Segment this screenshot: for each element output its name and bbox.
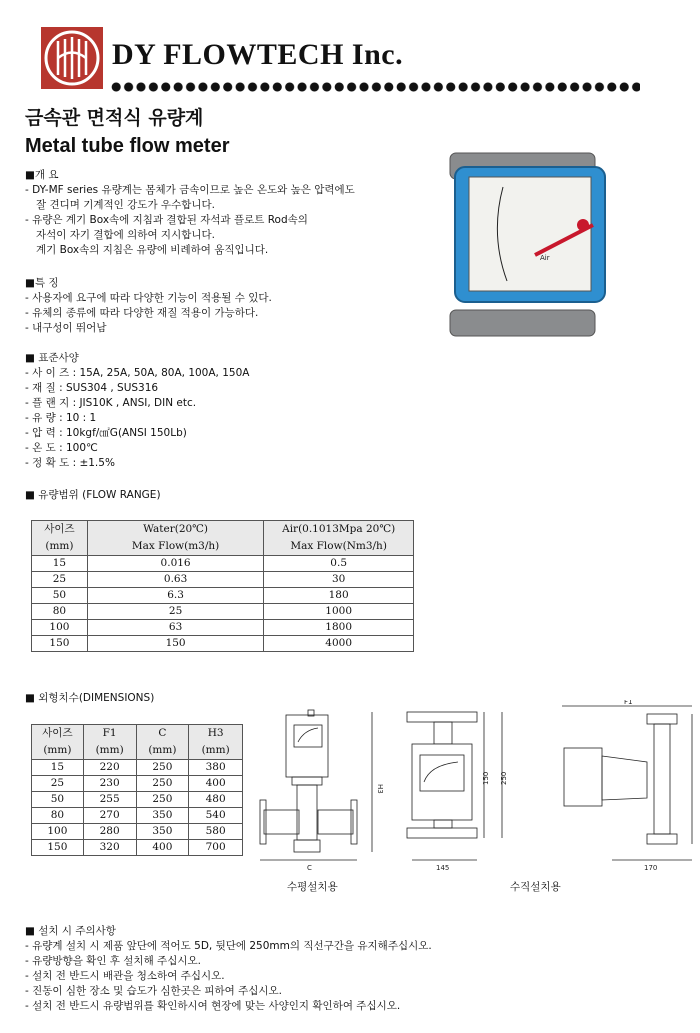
table-row: 150 320 400 700 <box>32 840 243 856</box>
column-header: C (mm) <box>136 725 189 760</box>
standard-heading: ■ 표준사양 <box>25 352 79 364</box>
vertical-install-front-drawing <box>407 712 502 860</box>
table-row: 80 25 1000 <box>32 604 414 620</box>
table-row: 15 220 250 380 <box>32 760 243 776</box>
standard-section <box>25 351 249 471</box>
table-row: 25 230 250 400 <box>32 776 243 792</box>
page-title-korean: 금속관 면적식 유량계 <box>25 107 204 129</box>
table-row: 25 0.63 30 <box>32 572 414 588</box>
dim-h3-label: H3 <box>376 784 384 794</box>
table-row: 80 270 350 540 <box>32 808 243 824</box>
install-heading: ■ 설치 시 주의사항 <box>25 925 116 937</box>
spec-line: - 온 도 : 100℃ <box>25 442 98 454</box>
features-line: - 내구성이 뛰어남 <box>25 322 107 334</box>
column-header: 사이즈 (mm) <box>32 725 84 760</box>
spec-line: - 압 력 : 10kgf/㎠G(ANSI 150Lb) <box>25 427 187 439</box>
table-row: 100 280 350 580 <box>32 824 243 840</box>
svg-text:Air: Air <box>540 254 550 262</box>
spec-line: - 유 량 : 10 : 1 <box>25 412 97 424</box>
dimensions-heading: ■ 외형치수(DIMENSIONS) <box>25 692 155 704</box>
overview-line: - DY-MF series 유량계는 몸체가 금속이므로 높은 온도와 높은 압력에도 <box>25 184 355 196</box>
features-line: - 사용자에 요구에 따라 다양한 기능이 적용될 수 있다. <box>25 292 272 304</box>
vertical-install-side-drawing <box>562 706 692 860</box>
horizontal-install-drawing <box>260 710 372 860</box>
install-line: - 유량방향을 확인 후 설치해 주십시오. <box>25 955 201 967</box>
column-header: H3 (mm) <box>189 725 243 760</box>
column-header: 사이즈 (mm) <box>32 521 88 556</box>
table-header-row <box>32 521 414 556</box>
install-line: - 설치 전 반드시 배관을 청소하여 주십시오. <box>25 970 225 982</box>
install-line: - 설치 전 반드시 유량범위를 확인하시여 현장에 맞는 사양인지 확인하여 주십시오. <box>25 1000 401 1012</box>
dimensions-table <box>31 724 243 856</box>
dim-170-label: 170 <box>644 864 658 872</box>
flow-range-heading: ■ 유량범위 (FLOW RANGE) <box>25 489 161 501</box>
dim-145-label: 145 <box>436 864 450 872</box>
column-header: Air(0.1013Mpa 20℃) Max Flow(Nm3/h) <box>264 521 414 556</box>
dim-c-label: C <box>307 864 312 872</box>
page-title-english: Metal tube flow meter <box>25 135 230 157</box>
dim-150-label: 150 <box>482 771 490 785</box>
overview-line: 자석이 자기 결합에 의하여 지시합니다. <box>36 229 215 241</box>
install-line: - 진동이 심한 장소 및 습도가 심한곳은 피하여 주십시오. <box>25 985 282 997</box>
overview-heading: ■개 요 <box>25 169 59 181</box>
flow-meter-photo <box>445 145 610 345</box>
caption-horizontal: 수평설치용 <box>287 881 338 893</box>
flow-range-table <box>31 520 414 652</box>
spec-line: - 사 이 즈 : 15A, 25A, 50A, 80A, 100A, 150A <box>25 367 250 379</box>
dotted-divider <box>110 79 640 95</box>
features-heading: ■특 징 <box>25 277 59 289</box>
table-row: 50 255 250 480 <box>32 792 243 808</box>
overview-section <box>25 168 355 258</box>
caption-vertical: 수직설치용 <box>510 881 561 893</box>
table-row: 100 63 1800 <box>32 620 414 636</box>
dimension-drawings <box>252 700 697 875</box>
install-section <box>25 924 432 1014</box>
spec-line: - 플 랜 지 : JIS10K , ANSI, DIN etc. <box>25 397 197 409</box>
overview-line: 계기 Box속의 지침은 유량에 비례하여 움직입니다. <box>36 244 269 256</box>
column-header: Water(20℃) Max Flow(m3/h) <box>87 521 263 556</box>
spec-line: - 재 질 : SUS304 , SUS316 <box>25 382 159 394</box>
overview-line: - 유량은 계기 Box속에 지침과 결합된 자석과 플로트 Rod속의 <box>25 214 308 226</box>
logo-mark-icon <box>41 27 103 89</box>
dim-250-label: 250 <box>500 771 508 785</box>
table-header-row <box>32 725 243 760</box>
features-line: - 유체의 종류에 따라 다양한 재질 적용이 가능하다. <box>25 307 259 319</box>
column-header: F1 (mm) <box>83 725 136 760</box>
overview-line: 잘 견디며 기계적인 강도가 우수합니다. <box>36 199 215 211</box>
features-section <box>25 276 272 336</box>
install-line: - 유량계 설치 시 제품 앞단에 적어도 5D, 뒷단에 250mm의 직선구간을 유지해주십시오. <box>25 940 432 952</box>
table-row: 15 0.016 0.5 <box>32 556 414 572</box>
spec-line: - 정 확 도 : ±1.5% <box>25 457 115 469</box>
dim-f1-label: F1 <box>624 700 633 706</box>
company-name: DY FLOWTECH Inc. <box>112 38 404 71</box>
company-logo <box>41 27 103 89</box>
table-row: 150 150 4000 <box>32 636 414 652</box>
table-row: 50 6.3 180 <box>32 588 414 604</box>
